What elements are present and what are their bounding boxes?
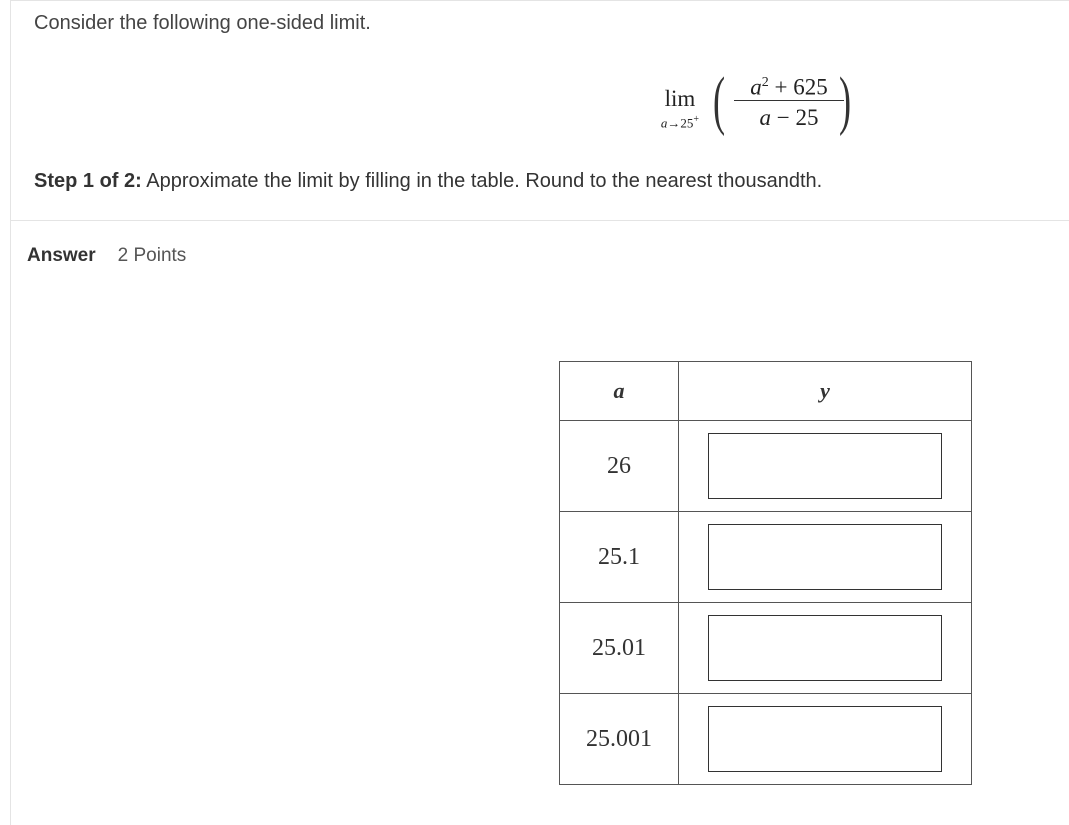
y-value-cell <box>679 603 972 694</box>
intro-text: Consider the following one-sided limit. <box>34 12 371 34</box>
limit-arrow: → <box>667 115 681 131</box>
denominator-rest: − 25 <box>771 105 819 130</box>
table-row <box>560 694 972 785</box>
limit-table <box>559 361 972 785</box>
numerator-exponent: 2 <box>761 75 769 90</box>
lim-word: lim <box>664 86 696 111</box>
a-value-cell: 26 <box>560 421 679 512</box>
y-input-1[interactable] <box>708 433 942 499</box>
answer-header <box>27 245 186 267</box>
limit-fraction <box>734 68 844 135</box>
numerator-variable: a <box>750 74 762 100</box>
left-parenthesis: ( <box>712 64 726 137</box>
step-label: Step 1 of 2: <box>34 170 142 192</box>
header-y: y <box>679 362 972 421</box>
y-value-cell <box>679 421 972 512</box>
limit-subscript <box>650 112 710 131</box>
right-parenthesis: ) <box>838 64 852 137</box>
limit-operator <box>650 86 710 131</box>
fraction-numerator <box>734 68 844 101</box>
section-divider <box>10 220 1069 221</box>
numerator-rest: + 625 <box>768 74 828 100</box>
y-input-2[interactable] <box>708 524 942 590</box>
y-value-cell <box>679 512 972 603</box>
points-label: 2 Points <box>117 245 187 266</box>
fraction-denominator <box>734 101 844 135</box>
a-value-cell: 25.1 <box>560 512 679 603</box>
table-header-row <box>560 362 972 421</box>
limit-variable: a <box>660 115 668 131</box>
header-a: a <box>560 362 679 421</box>
y-value-cell <box>679 694 972 785</box>
denominator-variable: a <box>759 105 771 130</box>
limit-approach-value: 25 <box>680 115 694 131</box>
step-instruction <box>34 170 822 193</box>
step-text: Approximate the limit by filling in the table. Round to the nearest thousandth. <box>141 170 823 192</box>
limit-expression <box>650 66 870 138</box>
y-input-4[interactable] <box>708 706 942 772</box>
a-value-cell: 25.001 <box>560 694 679 785</box>
y-input-3[interactable] <box>708 615 942 681</box>
answer-label: Answer <box>27 245 96 266</box>
table-row <box>560 421 972 512</box>
limit-side: + <box>693 114 700 125</box>
table-row <box>560 603 972 694</box>
a-value-cell: 25.01 <box>560 603 679 694</box>
table-row <box>560 512 972 603</box>
